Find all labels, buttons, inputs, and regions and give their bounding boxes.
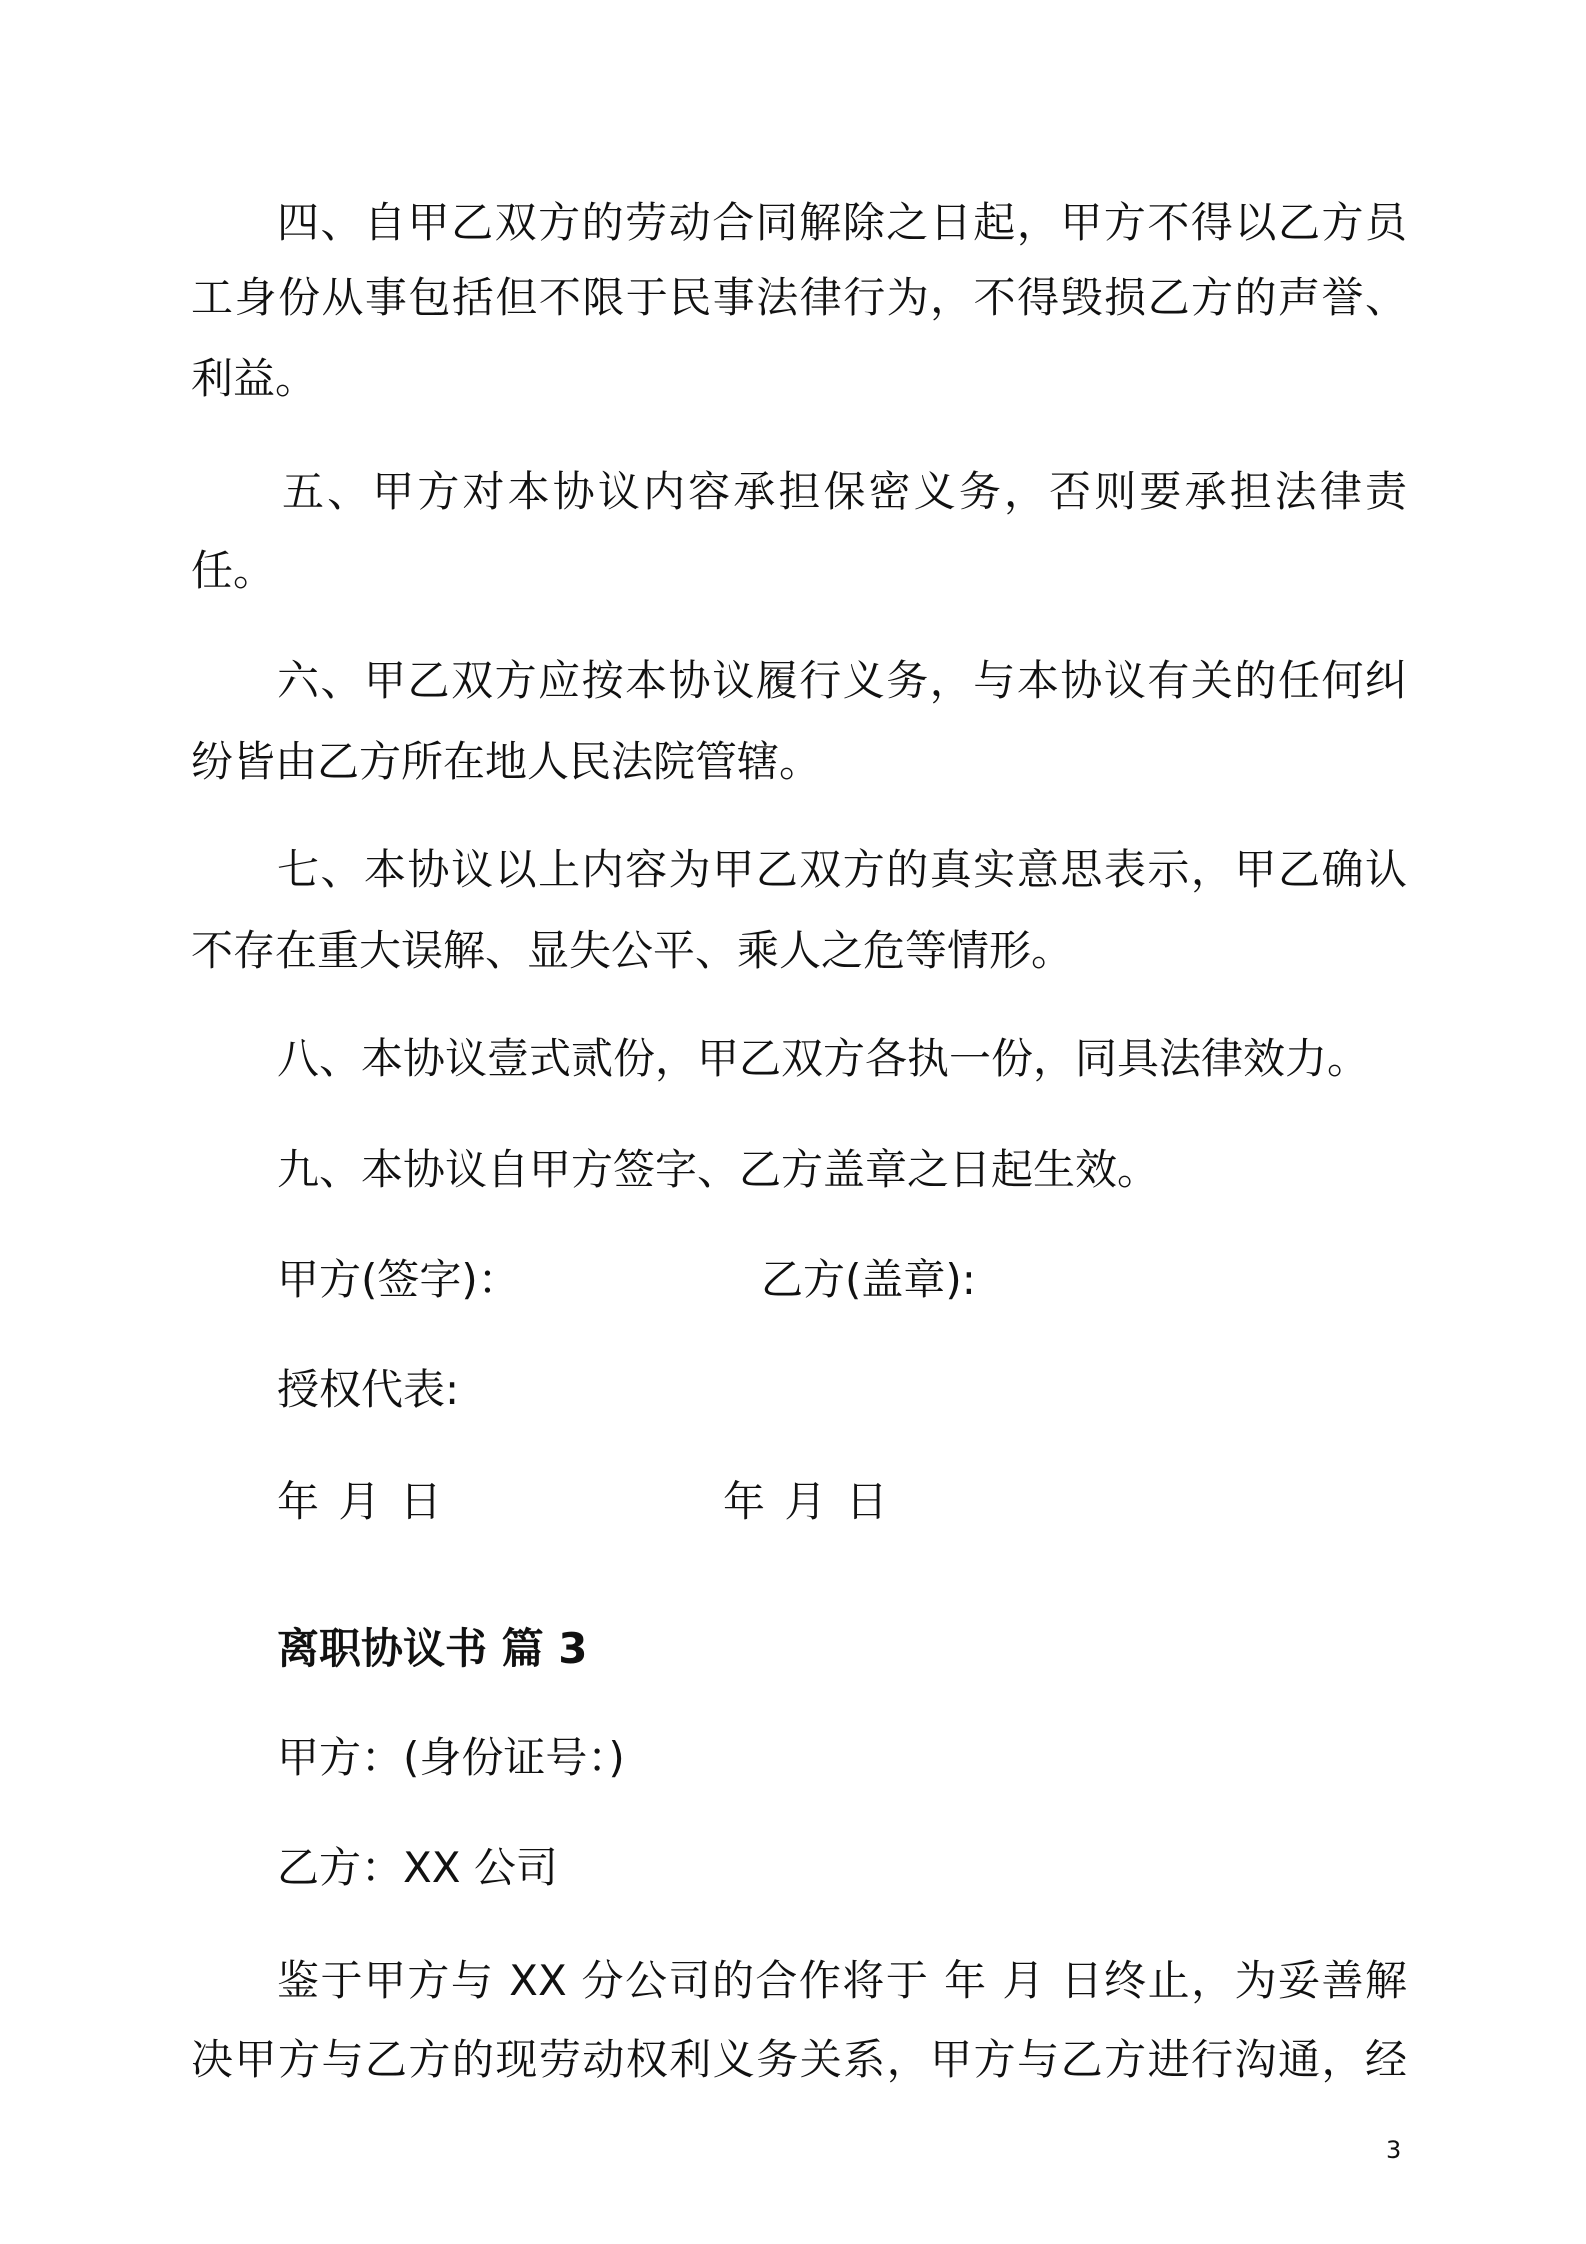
clause-8: 八、本协议壹式贰份，甲乙双方各执一份，同具法律效力。: [277, 1034, 1370, 1083]
page-number: 3: [1386, 2136, 1402, 2164]
party-b-seal-label: 乙方(盖章):: [761, 1255, 976, 1304]
party-a-date: 年 月 日: [277, 1477, 442, 1526]
clause-5-line-2: 任。: [191, 546, 276, 595]
clause-5-line-1: 五、甲方对本协议内容承担保密义务，否则要承担法律责: [282, 467, 1407, 516]
section-3-party-a: 甲方：(身份证号：): [277, 1733, 625, 1782]
clause-6-line-1: 六、甲乙双方应按本协议履行义务，与本协议有关的任何纠: [277, 656, 1407, 705]
clause-7-line-1: 七、本协议以上内容为甲乙双方的真实意思表示，甲乙确认: [277, 845, 1407, 894]
clause-4-line-3: 利益。: [191, 354, 318, 403]
clause-4-line-2: 工身份从事包括但不限于民事法律行为，不得毁损乙方的声誉、: [191, 273, 1407, 322]
clause-9: 九、本协议自甲方签字、乙方盖章之日起生效。: [277, 1145, 1160, 1194]
party-a-signature-label: 甲方(签字)：: [277, 1255, 520, 1304]
representative-label: 授权代表:: [277, 1365, 460, 1414]
section-3-intro-line-1: 鉴于甲方与 XX 分公司的合作将于 年 月 日终止，为妥善解: [277, 1956, 1407, 2005]
clause-7-line-2: 不存在重大误解、显失公平、乘人之危等情形。: [191, 926, 1074, 975]
clause-4-line-1: 四、自甲乙双方的劳动合同解除之日起，甲方不得以乙方员: [277, 198, 1407, 247]
party-b-date: 年 月 日: [723, 1477, 888, 1526]
section-3-intro-line-2: 决甲方与乙方的现劳动权利义务关系，甲方与乙方进行沟通，经: [191, 2035, 1407, 2084]
section-3-title: 离职协议书 篇 3: [277, 1624, 588, 1673]
clause-6-line-2: 纷皆由乙方所在地人民法院管辖。: [191, 737, 822, 786]
section-3-party-b: 乙方：XX 公司: [277, 1843, 558, 1892]
